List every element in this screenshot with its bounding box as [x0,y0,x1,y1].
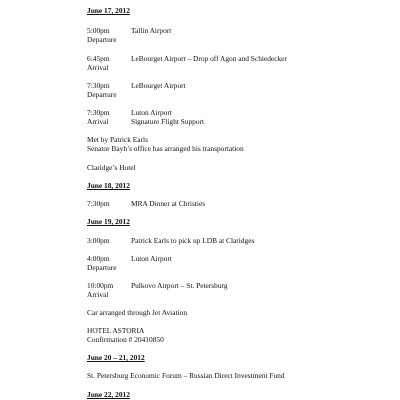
row-time: 7:30pm [87,108,110,117]
row-time: 3:00pm [87,236,110,245]
row-event: MRA Dinner at Christies [131,199,206,208]
row-location-line: Luton Airport [131,108,172,117]
row-type: Arrival [87,63,109,72]
row-location-line: Signature Flight Support [131,117,205,126]
row-type: Arrival [87,117,109,126]
row-time: 10:00pm [87,281,114,290]
date-heading-june-19: June 19, 2012 [87,217,130,226]
itinerary-row [87,26,117,44]
row-location: LeBourget Airport [131,81,186,90]
row-type: Departure [87,90,117,99]
date-heading-june-22: June 22, 2012 [87,390,130,399]
row-event: Patrick Earls to pick up LDB at Claridges [131,236,255,245]
date-heading-june-20-21: June 20 – 21, 2012 [87,353,145,362]
row-location: Tallin Airport [131,26,172,35]
date-heading-june-17: June 17, 2012 [87,6,130,15]
row-type: Departure [87,263,117,272]
row-location: Pulkovo Airport – St. Petersburg [131,281,228,290]
note-line: Senator Bayh’s office has arranged his transportation [87,144,244,153]
itinerary-row [87,254,117,272]
itinerary-row [87,108,110,126]
row-time: 6:45pm [87,54,110,63]
car-note: Car arranged through Jet Aviation [87,308,188,317]
row-type: Arrival [87,290,109,299]
transport-note [87,135,244,153]
row-time: 5:00pm [87,26,110,35]
note-line: Met by Patrick Earls [87,135,148,144]
row-time: 7:30pm [87,81,110,90]
row-location [131,108,204,126]
row-event: St. Petersburg Economic Forum – Russian Direct Investment Fund [87,371,285,380]
hotel-name: HOTEL ASTORIA [87,326,145,335]
confirmation-number: Confirmation # 20410850 [87,335,164,344]
row-time: 7:30pm [87,199,110,208]
itinerary-row [87,281,113,299]
itinerary-row [87,54,110,72]
itinerary-row [87,81,117,99]
hotel-name: Claridge’s Hotel [87,163,136,172]
row-type: Departure [87,35,117,44]
date-heading-june-18: June 18, 2012 [87,181,130,190]
hotel-block [87,326,164,344]
row-location: Luton Airport [131,254,172,263]
row-location: LeBourget Airport – Drop off Agon and Schiedecker [131,54,287,63]
row-time: 4:00pm [87,254,110,263]
